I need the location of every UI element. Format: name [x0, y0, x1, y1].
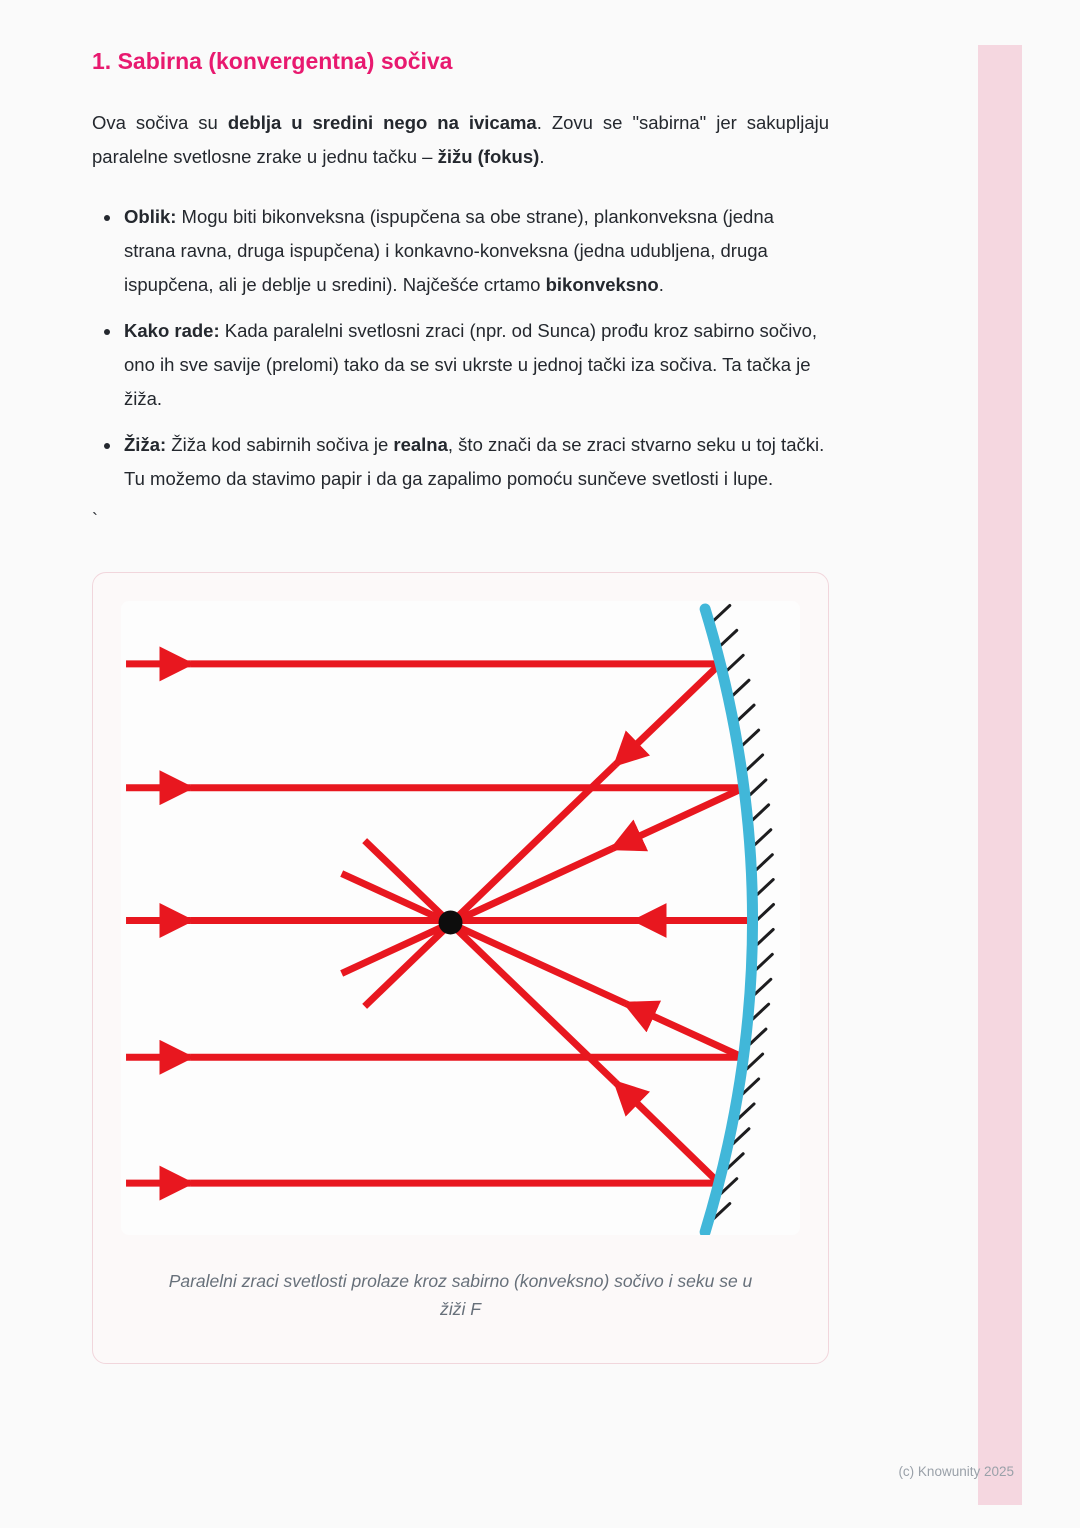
list-item-kako-rade: • Kako rade: Kada paralelni svetlosni zraci (npr. od Sunca) prođu kroz sabirno sočivo, ono ih sve savije (prelomi) tako da se svi ukrste u jednoj tački iza sočiva. Ta tačka je žiža.	[122, 314, 829, 416]
figure-card	[92, 572, 829, 1364]
decorative-stripe	[978, 45, 1022, 1505]
intro-paragraph: Ova sočiva su deblja u sredini nego na ivicama. Zovu se "sabirna" jer sakupljaju paralelne svetlosne zrake u jednu tačku – žižu (fokus).	[92, 111, 830, 167]
content-column	[92, 48, 829, 1364]
properties-list	[92, 200, 829, 496]
reflected-rays	[331, 663, 752, 1182]
list-item-ziza: • Žiža: Žiža kod sabirnih sočiva je realna, što znači da se zraci stvarno seku u toj tački. Tu možemo da stavimo papir i da ga zapalimo pomoću sunčeve svetlosti i lupe.	[122, 428, 829, 496]
section-heading: 1. Sabirna (konvergentna) sočiva	[92, 48, 453, 74]
figure-caption: Paralelni zraci svetlosti prolaze kroz sabirno (konveksno) sočivo i seku se u žiži F	[168, 1270, 753, 1319]
copyright-note: (c) Knowunity 2025	[898, 1464, 1014, 1479]
list-item-oblik: • Oblik: Mogu biti bikonveksna (ispupčena sa obe strane), plankonveksna (jedna strana ravna, druga ispupčena) i konkavno-konveksna (jedna udubljena, druga ispupčena, ali je deblje u sredini). Najčešće crtamo bikonveksno.	[122, 200, 829, 302]
stray-backtick: `	[92, 509, 98, 530]
lens-diagram	[121, 601, 800, 1235]
focal-point-dot	[439, 910, 463, 934]
diagram-panel	[121, 601, 800, 1235]
